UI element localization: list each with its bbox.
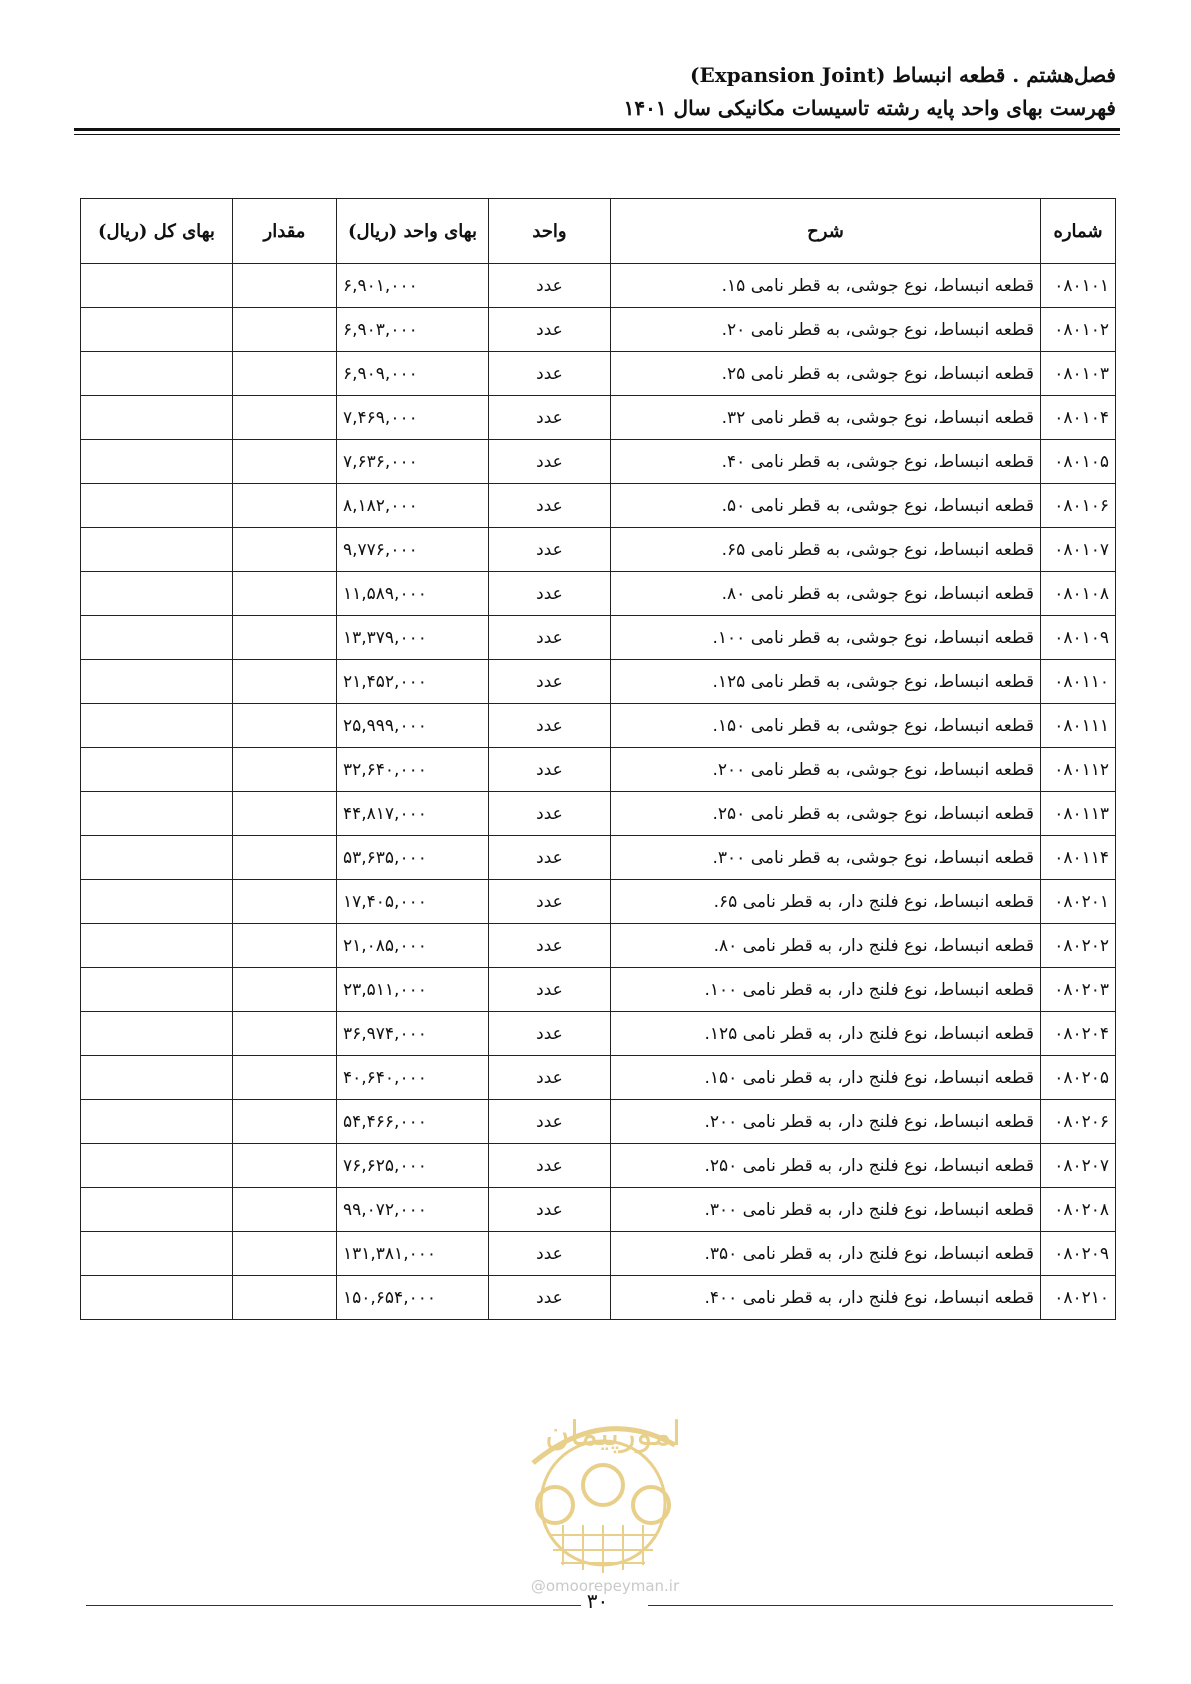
item-unit-price: ۷,۶۳۶,۰۰۰ <box>337 440 489 484</box>
item-unit: عدد <box>489 836 611 880</box>
item-code: ۰۸۰۱۰۴ <box>1041 396 1116 440</box>
watermark-logo-text: امورپیمان <box>544 1414 682 1454</box>
item-code: ۰۸۰۱۰۷ <box>1041 528 1116 572</box>
item-unit: عدد <box>489 880 611 924</box>
item-total-price <box>81 1100 233 1144</box>
item-description: قطعه انبساط، نوع فلنج دار، به قطر نامی ۱۰۰. <box>611 968 1041 1012</box>
item-description: قطعه انبساط، نوع فلنج دار، به قطر نامی ۳۵۰. <box>611 1232 1041 1276</box>
item-quantity <box>233 484 337 528</box>
item-description: قطعه انبساط، نوع جوشی، به قطر نامی ۱۵۰. <box>611 704 1041 748</box>
table-row <box>81 880 1116 924</box>
table-row <box>81 308 1116 352</box>
item-unit: عدد <box>489 1232 611 1276</box>
item-unit: عدد <box>489 748 611 792</box>
item-description: قطعه انبساط، نوع جوشی، به قطر نامی ۱۰۰. <box>611 616 1041 660</box>
item-code: ۰۸۰۲۰۵ <box>1041 1056 1116 1100</box>
item-unit-price: ۱۱,۵۸۹,۰۰۰ <box>337 572 489 616</box>
item-code: ۰۸۰۲۰۹ <box>1041 1232 1116 1276</box>
item-quantity <box>233 352 337 396</box>
item-unit: عدد <box>489 484 611 528</box>
item-total-price <box>81 704 233 748</box>
item-unit-price: ۲۱,۴۵۲,۰۰۰ <box>337 660 489 704</box>
item-unit-price: ۱۵۰,۶۵۴,۰۰۰ <box>337 1276 489 1320</box>
item-unit: عدد <box>489 1100 611 1144</box>
table-row <box>81 1012 1116 1056</box>
item-quantity <box>233 1100 337 1144</box>
item-code: ۰۸۰۱۰۱ <box>1041 264 1116 308</box>
column-header-unit-price: بهای واحد (ریال) <box>337 199 489 264</box>
item-code: ۰۸۰۱۰۹ <box>1041 616 1116 660</box>
item-code: ۰۸۰۱۱۴ <box>1041 836 1116 880</box>
item-total-price <box>81 924 233 968</box>
item-quantity <box>233 528 337 572</box>
column-header-unit: واحد <box>489 199 611 264</box>
item-total-price <box>81 440 233 484</box>
item-description: قطعه انبساط، نوع فلنج دار، به قطر نامی ۲۵۰. <box>611 1144 1041 1188</box>
item-code: ۰۸۰۱۰۸ <box>1041 572 1116 616</box>
item-unit-price: ۲۵,۹۹۹,۰۰۰ <box>337 704 489 748</box>
item-unit-price: ۳۲,۶۴۰,۰۰۰ <box>337 748 489 792</box>
item-total-price <box>81 836 233 880</box>
item-total-price <box>81 880 233 924</box>
item-total-price <box>81 528 233 572</box>
item-description: قطعه انبساط، نوع جوشی، به قطر نامی ۳۰۰. <box>611 836 1041 880</box>
watermark-website: @omoorepeyman.ir <box>530 1577 680 1595</box>
item-unit-price: ۳۶,۹۷۴,۰۰۰ <box>337 1012 489 1056</box>
item-total-price <box>81 660 233 704</box>
item-unit: عدد <box>489 1012 611 1056</box>
table-row <box>81 704 1116 748</box>
item-unit: عدد <box>489 1056 611 1100</box>
item-unit-price: ۵۳,۶۳۵,۰۰۰ <box>337 836 489 880</box>
item-quantity <box>233 836 337 880</box>
page-number: ۳۰ <box>586 1589 609 1613</box>
item-unit: عدد <box>489 440 611 484</box>
item-quantity <box>233 1276 337 1320</box>
item-description: قطعه انبساط، نوع جوشی، به قطر نامی ۲۰۰. <box>611 748 1041 792</box>
item-quantity <box>233 1188 337 1232</box>
item-unit: عدد <box>489 352 611 396</box>
item-unit-price: ۴۴,۸۱۷,۰۰۰ <box>337 792 489 836</box>
item-quantity <box>233 1144 337 1188</box>
item-total-price <box>81 1056 233 1100</box>
item-code: ۰۸۰۲۱۰ <box>1041 1276 1116 1320</box>
table-row <box>81 1100 1116 1144</box>
item-description: قطعه انبساط، نوع جوشی، به قطر نامی ۶۵. <box>611 528 1041 572</box>
item-quantity <box>233 572 337 616</box>
item-description: قطعه انبساط، نوع فلنج دار، به قطر نامی ۴۰۰. <box>611 1276 1041 1320</box>
item-total-price <box>81 792 233 836</box>
item-unit-price: ۹۹,۰۷۲,۰۰۰ <box>337 1188 489 1232</box>
item-quantity <box>233 660 337 704</box>
document-subtitle: فهرست بهای واحد پایه رشته تاسیسات مکانیکی سال ۱۴۰۱ <box>623 96 1116 120</box>
item-unit-price: ۹,۷۷۶,۰۰۰ <box>337 528 489 572</box>
table-row <box>81 1276 1116 1320</box>
item-code: ۰۸۰۲۰۴ <box>1041 1012 1116 1056</box>
table-row <box>81 1232 1116 1276</box>
item-unit: عدد <box>489 924 611 968</box>
item-description: قطعه انبساط، نوع جوشی، به قطر نامی ۲۰. <box>611 308 1041 352</box>
table-row <box>81 660 1116 704</box>
item-unit: عدد <box>489 616 611 660</box>
item-unit-price: ۴۰,۶۴۰,۰۰۰ <box>337 1056 489 1100</box>
table-row <box>81 396 1116 440</box>
item-total-price <box>81 1276 233 1320</box>
table-row <box>81 836 1116 880</box>
table-row <box>81 616 1116 660</box>
table-row <box>81 440 1116 484</box>
table-row <box>81 792 1116 836</box>
item-description: قطعه انبساط، نوع فلنج دار، به قطر نامی ۲۰۰. <box>611 1100 1041 1144</box>
item-unit-price: ۶,۹۰۳,۰۰۰ <box>337 308 489 352</box>
item-unit: عدد <box>489 1188 611 1232</box>
item-code: ۰۸۰۱۰۳ <box>1041 352 1116 396</box>
item-quantity <box>233 968 337 1012</box>
footer-line-right <box>648 1605 1113 1606</box>
item-unit: عدد <box>489 1144 611 1188</box>
item-description: قطعه انبساط، نوع فلنج دار، به قطر نامی ۱۲۵. <box>611 1012 1041 1056</box>
item-total-price <box>81 1188 233 1232</box>
item-total-price <box>81 1232 233 1276</box>
item-unit-price: ۷,۴۶۹,۰۰۰ <box>337 396 489 440</box>
item-code: ۰۸۰۱۰۶ <box>1041 484 1116 528</box>
table-row <box>81 748 1116 792</box>
table-row <box>81 264 1116 308</box>
table-row <box>81 484 1116 528</box>
item-code: ۰۸۰۲۰۱ <box>1041 880 1116 924</box>
table-row <box>81 924 1116 968</box>
item-unit: عدد <box>489 264 611 308</box>
item-description: قطعه انبساط، نوع فلنج دار، به قطر نامی ۱۵۰. <box>611 1056 1041 1100</box>
item-quantity <box>233 264 337 308</box>
table-row <box>81 1188 1116 1232</box>
table-row <box>81 968 1116 1012</box>
column-header-total-price: بهای کل (ریال) <box>81 199 233 264</box>
item-code: ۰۸۰۲۰۷ <box>1041 1144 1116 1188</box>
item-unit-price: ۲۳,۵۱۱,۰۰۰ <box>337 968 489 1012</box>
item-description: قطعه انبساط، نوع جوشی، به قطر نامی ۵۰. <box>611 484 1041 528</box>
item-unit-price: ۱۳,۳۷۹,۰۰۰ <box>337 616 489 660</box>
item-unit: عدد <box>489 1276 611 1320</box>
item-quantity <box>233 924 337 968</box>
item-unit-price: ۱۷,۴۰۵,۰۰۰ <box>337 880 489 924</box>
header-rule-thin <box>74 134 1120 135</box>
item-unit-price: ۸,۱۸۲,۰۰۰ <box>337 484 489 528</box>
item-total-price <box>81 264 233 308</box>
item-unit-price: ۶,۹۰۱,۰۰۰ <box>337 264 489 308</box>
item-code: ۰۸۰۲۰۲ <box>1041 924 1116 968</box>
item-code: ۰۸۰۱۱۰ <box>1041 660 1116 704</box>
item-description: قطعه انبساط، نوع فلنج دار، به قطر نامی ۸۰. <box>611 924 1041 968</box>
table-row <box>81 1144 1116 1188</box>
item-total-price <box>81 1144 233 1188</box>
column-header-description: شرح <box>611 199 1041 264</box>
footer-line-left <box>86 1605 581 1606</box>
watermark-logo <box>503 1385 703 1585</box>
item-code: ۰۸۰۲۰۶ <box>1041 1100 1116 1144</box>
item-code: ۰۸۰۱۱۲ <box>1041 748 1116 792</box>
item-quantity <box>233 880 337 924</box>
table-row <box>81 528 1116 572</box>
item-unit-price: ۶,۹۰۹,۰۰۰ <box>337 352 489 396</box>
table-row <box>81 572 1116 616</box>
chapter-title: فصل‌هشتم . قطعه انبساط (Expansion Joint) <box>689 63 1116 87</box>
column-header-quantity: مقدار <box>233 199 337 264</box>
table-row <box>81 352 1116 396</box>
page-header <box>624 58 1116 124</box>
item-description: قطعه انبساط، نوع فلنج دار، به قطر نامی ۶۵. <box>611 880 1041 924</box>
item-total-price <box>81 968 233 1012</box>
item-description: قطعه انبساط، نوع جوشی، به قطر نامی ۱۲۵. <box>611 660 1041 704</box>
item-quantity <box>233 704 337 748</box>
item-description: قطعه انبساط، نوع جوشی، به قطر نامی ۳۲. <box>611 396 1041 440</box>
item-unit-price: ۷۶,۶۲۵,۰۰۰ <box>337 1144 489 1188</box>
item-description: قطعه انبساط، نوع جوشی، به قطر نامی ۲۵۰. <box>611 792 1041 836</box>
item-code: ۰۸۰۱۰۵ <box>1041 440 1116 484</box>
item-quantity <box>233 792 337 836</box>
item-code: ۰۸۰۲۰۸ <box>1041 1188 1116 1232</box>
item-unit: عدد <box>489 572 611 616</box>
item-code: ۰۸۰۲۰۳ <box>1041 968 1116 1012</box>
item-unit: عدد <box>489 968 611 1012</box>
item-total-price <box>81 1012 233 1056</box>
item-code: ۰۸۰۱۱۱ <box>1041 704 1116 748</box>
table-header-row <box>81 199 1116 264</box>
item-unit-price: ۱۳۱,۳۸۱,۰۰۰ <box>337 1232 489 1276</box>
item-description: قطعه انبساط، نوع جوشی، به قطر نامی ۲۵. <box>611 352 1041 396</box>
item-unit-price: ۵۴,۴۶۶,۰۰۰ <box>337 1100 489 1144</box>
item-unit-price: ۲۱,۰۸۵,۰۰۰ <box>337 924 489 968</box>
item-quantity <box>233 748 337 792</box>
item-total-price <box>81 748 233 792</box>
item-quantity <box>233 1056 337 1100</box>
item-description: قطعه انبساط، نوع فلنج دار، به قطر نامی ۳۰۰. <box>611 1188 1041 1232</box>
item-quantity <box>233 440 337 484</box>
item-unit: عدد <box>489 792 611 836</box>
price-list-table <box>80 198 1116 1320</box>
item-unit: عدد <box>489 396 611 440</box>
item-unit: عدد <box>489 528 611 572</box>
item-description: قطعه انبساط، نوع جوشی، به قطر نامی ۸۰. <box>611 572 1041 616</box>
item-code: ۰۸۰۱۱۳ <box>1041 792 1116 836</box>
header-rule-thick <box>74 128 1120 131</box>
item-quantity <box>233 1232 337 1276</box>
item-total-price <box>81 616 233 660</box>
item-unit: عدد <box>489 704 611 748</box>
item-total-price <box>81 484 233 528</box>
column-header-code: شماره <box>1041 199 1116 264</box>
item-code: ۰۸۰۱۰۲ <box>1041 308 1116 352</box>
item-description: قطعه انبساط، نوع جوشی، به قطر نامی ۴۰. <box>611 440 1041 484</box>
item-unit: عدد <box>489 308 611 352</box>
item-total-price <box>81 396 233 440</box>
item-quantity <box>233 1012 337 1056</box>
item-total-price <box>81 308 233 352</box>
item-quantity <box>233 616 337 660</box>
item-total-price <box>81 572 233 616</box>
item-total-price <box>81 352 233 396</box>
item-quantity <box>233 396 337 440</box>
item-unit: عدد <box>489 660 611 704</box>
item-description: قطعه انبساط، نوع جوشی، به قطر نامی ۱۵. <box>611 264 1041 308</box>
table-row <box>81 1056 1116 1100</box>
item-quantity <box>233 308 337 352</box>
